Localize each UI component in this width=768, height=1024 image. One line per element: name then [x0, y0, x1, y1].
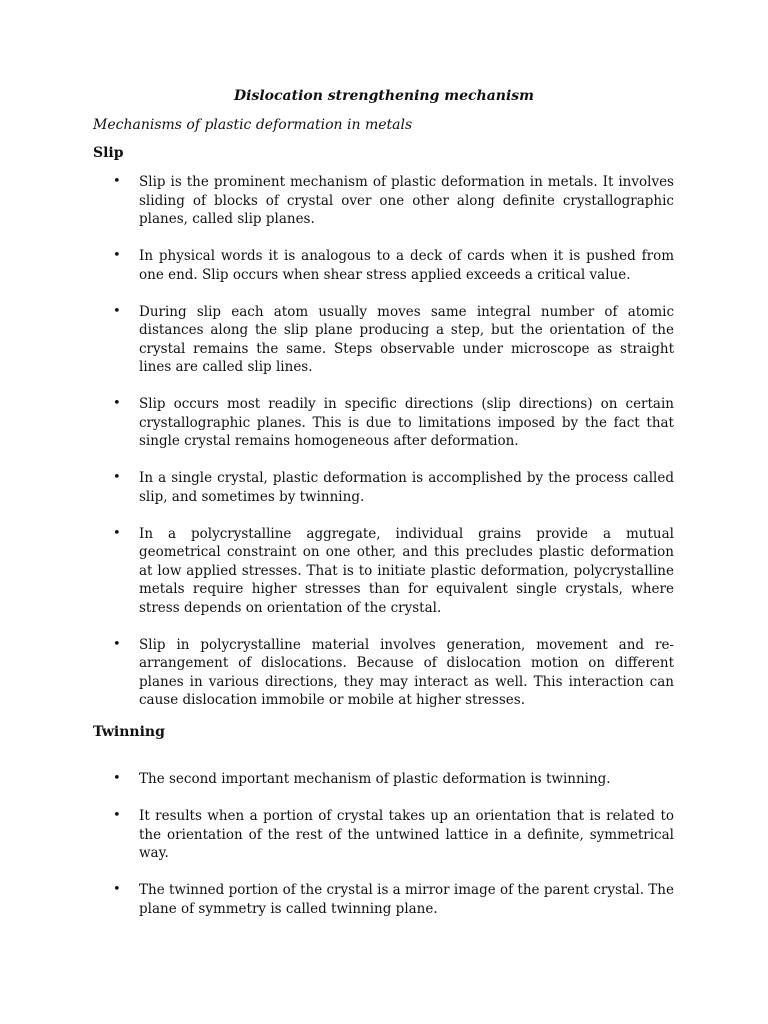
list-item-text: It results when a portion of crystal takes up an orientation that is related to the orientation of the rest of the untwined lattice in a definite, symmetrical way. — [139, 808, 674, 861]
bullet-icon: • — [113, 396, 121, 411]
list-item — [93, 395, 674, 451]
document-title: Dislocation strengthening mechanism — [234, 88, 534, 104]
list-item-text: Slip is the prominent mechanism of plastic deformation in metals. It involves sliding of blocks of crystal over one other along definite crystallographic planes, called slip planes. — [139, 174, 674, 227]
list-item-text: Slip in polycrystalline material involves generation, movement and re-arrangement of dislocations. Because of dislocation motion on different planes in various directions, they may interact as well. This interaction can cause dislocation immobile or mobile at higher stresses. — [139, 636, 674, 708]
list-item — [93, 525, 674, 618]
list-item — [93, 247, 674, 284]
list-item-text: Slip occurs most readily in specific directions (slip directions) on certain crystallographic planes. This is due to limitations imposed by the fact that single crystal remains homogeneous after deformation. — [139, 396, 674, 449]
bullet-icon: • — [113, 303, 121, 319]
bullet-icon: • — [113, 174, 121, 189]
list-item-text: In a polycrystalline aggregate, individual grains provide a mutual geometrical constraint on one other, and this precludes plastic deformation at low applied stresses. That is to initiate plastic deformation, polycrystalline metals require higher stresses than for equivalent single crystals, where stress depends on orientation of the crystal. — [139, 525, 674, 616]
list-item-text: During slip each atom usually moves same integral number of atomic distances along the slip plane producing a step, but the orientation of the crystal remains the same. Steps observable under microscope as straight lines are called slip lines. — [139, 303, 674, 375]
list-item-text: The second important mechanism of plastic deformation is twinning. — [139, 771, 611, 787]
list-item — [93, 770, 674, 789]
list-item — [93, 303, 674, 377]
list-item — [93, 881, 674, 918]
bullet-icon: • — [113, 882, 121, 897]
list-item-text: In a single crystal, plastic deformation is accomplished by the process called slip, and sometimes by twinning. — [139, 470, 674, 505]
twinning-bullet-list — [93, 770, 674, 937]
bullet-icon: • — [113, 248, 121, 263]
list-item — [93, 807, 674, 863]
section-heading-twinning: Twinning — [93, 724, 165, 740]
section-heading-slip: Slip — [93, 145, 124, 161]
list-item-text: In physical words it is analogous to a deck of cards when it is pushed from one end. Slip occurs when shear stress applied exceeds a critical value. — [139, 248, 674, 283]
list-item — [93, 469, 674, 506]
slip-bullet-list — [93, 173, 674, 728]
bullet-icon: • — [113, 636, 121, 652]
list-item — [93, 636, 674, 710]
list-item — [93, 173, 674, 229]
bullet-icon: • — [113, 771, 121, 786]
document-subtitle: Mechanisms of plastic deformation in metals — [93, 117, 413, 133]
bullet-icon: • — [113, 470, 121, 485]
bullet-icon: • — [113, 525, 121, 541]
list-item-text: The twinned portion of the crystal is a mirror image of the parent crystal. The plane of symmetry is called twinning plane. — [139, 882, 674, 917]
bullet-icon: • — [113, 808, 121, 823]
